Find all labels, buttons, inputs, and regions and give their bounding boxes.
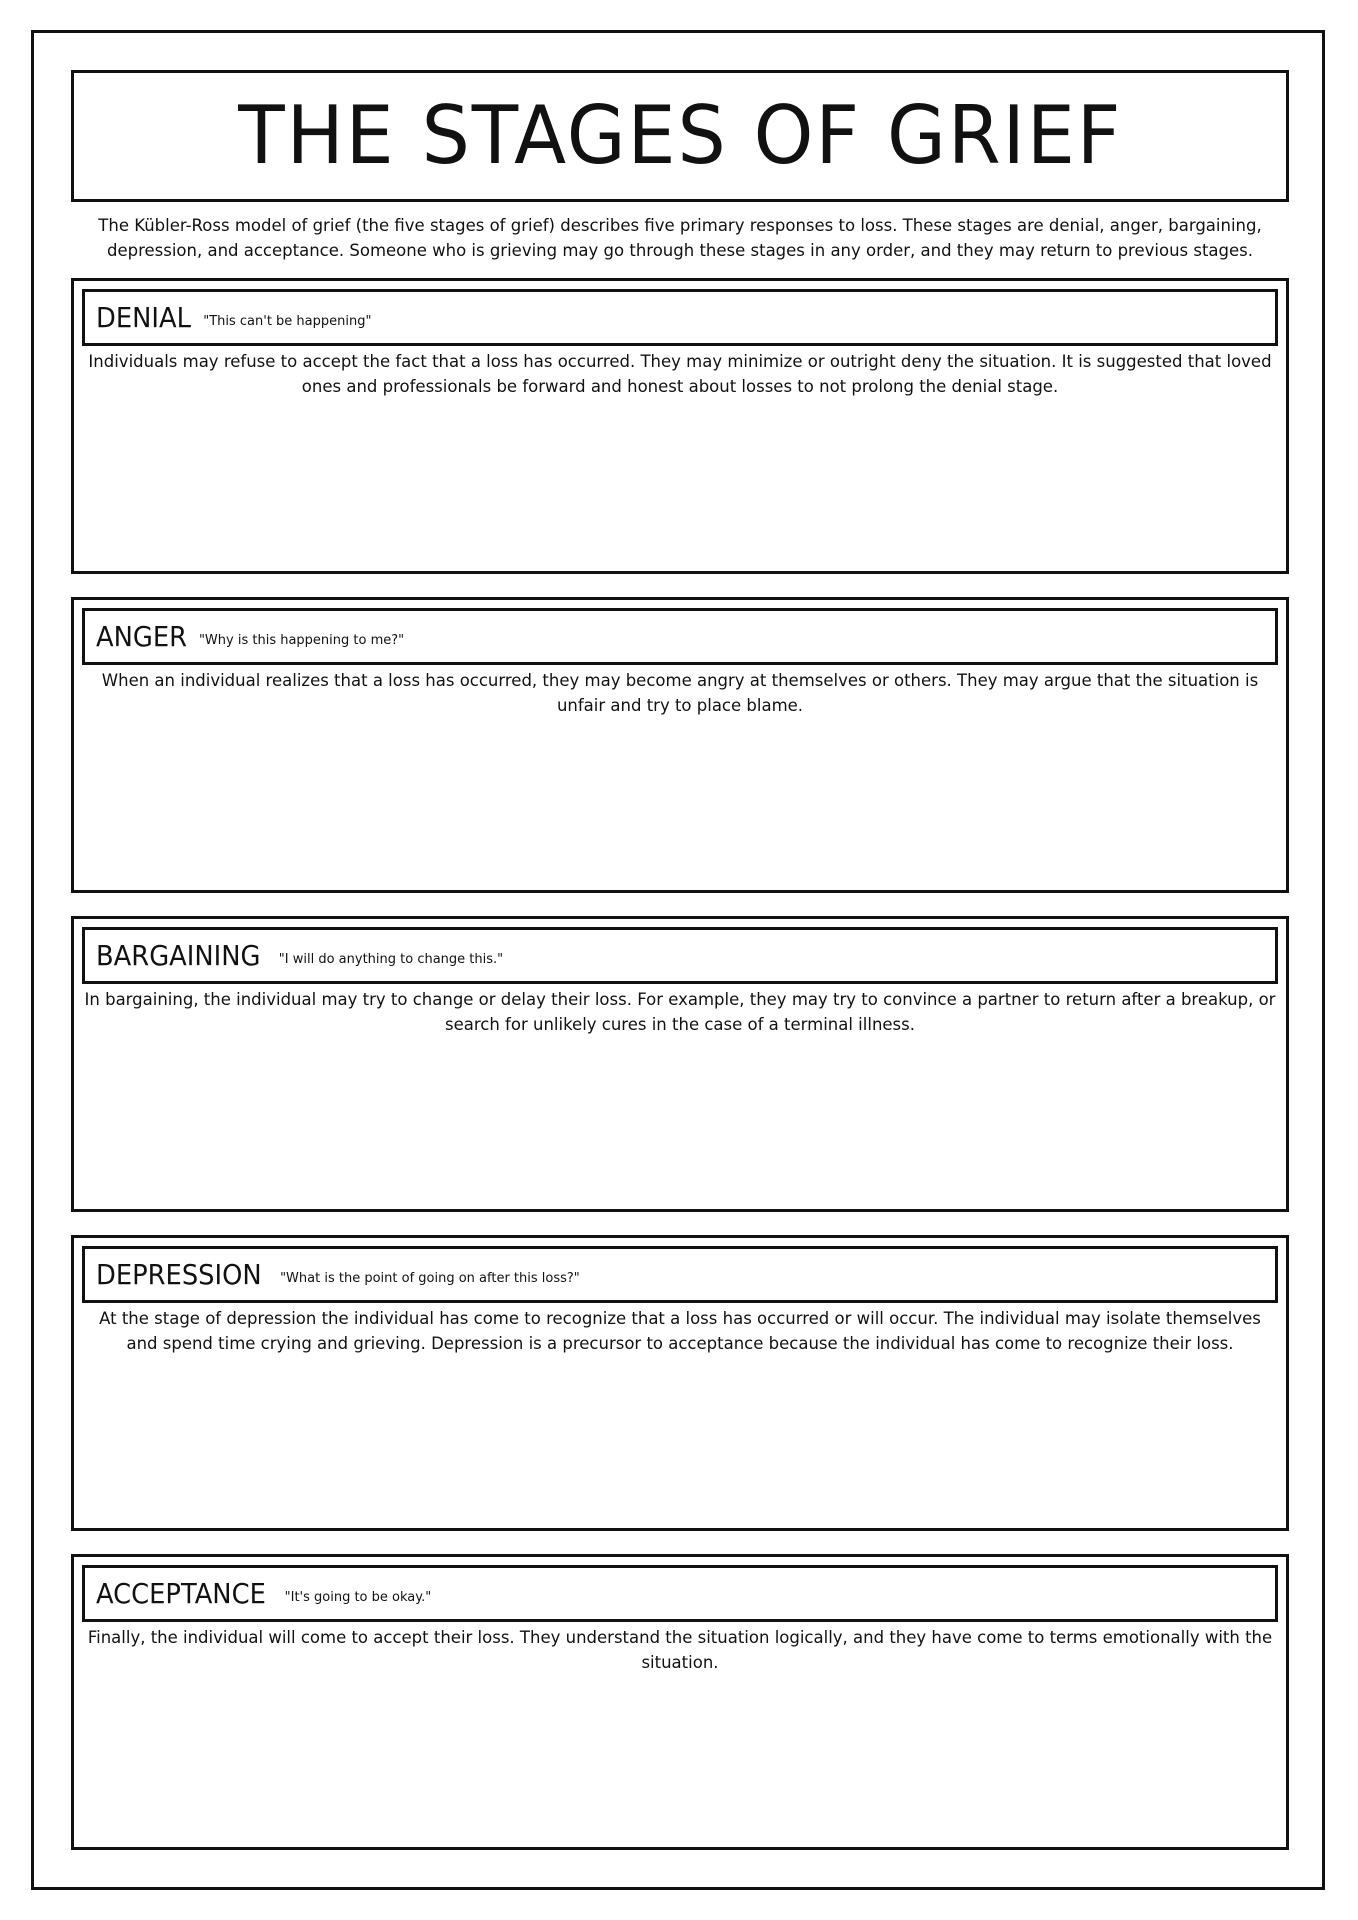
intro-paragraph: The Kübler-Ross model of grief (the five stages of grief) describes five primary responses to loss. These stages are denial, anger, bargaining, depression, and acceptance. Someone who is grieving may go through these stages in any order, and they may return to previous stages.: [98, 216, 1262, 260]
stage-quote: "This can't be happening": [203, 314, 372, 329]
stage-name: BARGAINING: [96, 938, 261, 972]
stage-header: [82, 289, 1278, 346]
stage-acceptance: [71, 1554, 1289, 1850]
stage-name: DEPRESSION: [96, 1257, 262, 1291]
stage-quote: "Why is this happening to me?": [198, 633, 405, 648]
stage-description: When an individual realizes that a loss has occurred, they may become angry at themselves or others. They may argue that the situation is unfair and try to place blame.: [101, 671, 1259, 715]
stage-description: Individuals may refuse to accept the fact that a loss has occurred. They may minimize or outright deny the situation. It is suggested that loved ones and professionals be forward and honest about losses to not prolong the denial stage.: [88, 352, 1272, 396]
stage-header: [82, 927, 1278, 984]
stage-description: At the stage of depression the individual has come to recognize that a loss has occurred or will occur. The individual may isolate themselves and spend time crying and grieving. Depression is a precursor to acceptance because the individual has come to recognize their loss.: [99, 1309, 1261, 1353]
stage-denial: [71, 278, 1289, 574]
stage-depression: [71, 1235, 1289, 1531]
page-title: THE STAGES OF GRIEF: [237, 89, 1123, 182]
title-box: [71, 70, 1289, 202]
stage-quote: "It's going to be okay.": [284, 1590, 432, 1605]
stage-header: [82, 1565, 1278, 1622]
stage-quote: "I will do anything to change this.": [278, 952, 504, 967]
stage-description: Finally, the individual will come to accept their loss. They understand the situation logically, and they have come to terms emotionally with the situation.: [87, 1628, 1273, 1672]
stage-header: [82, 608, 1278, 665]
stage-name: DENIAL: [96, 300, 191, 334]
stage-header: [82, 1246, 1278, 1303]
stage-anger: [71, 597, 1289, 893]
stage-name: ACCEPTANCE: [96, 1576, 266, 1610]
stage-name: ANGER: [96, 619, 188, 653]
stage-bargaining: [71, 916, 1289, 1212]
stage-description: In bargaining, the individual may try to change or delay their loss. For example, they may try to convince a partner to return after a breakup, or search for unlikely cures in the case of a terminal illness.: [84, 990, 1276, 1034]
stage-quote: "What is the point of going on after this loss?": [280, 1271, 580, 1286]
